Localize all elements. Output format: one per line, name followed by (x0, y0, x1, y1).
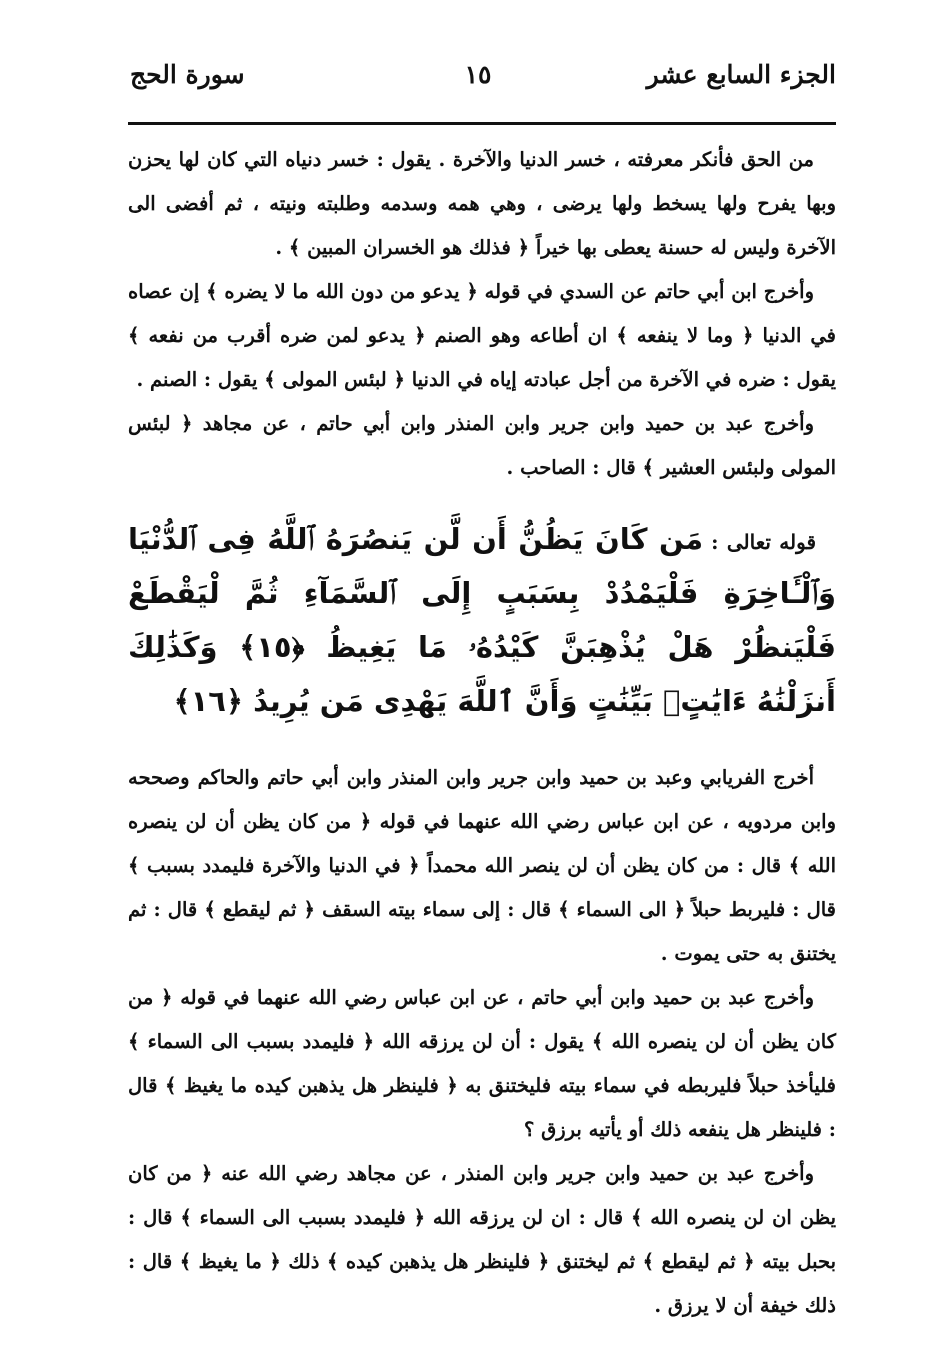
paragraph-narration-1: أخرج الفريابي وعبد بن حميد وابن جرير وابن المنذر وابن أبي حاتم والحاكم وصححه وابن مردويه ، عن ابن عباس رضي الله عنهما في قوله ﴿ من كان يظن أن لن ينصره الله ﴾ قال : من كان يظن أن لن ينصر الله محمداً ﴿ في الدنيا والآخرة فليمدد بسبب ﴾ قال : فليربط حبلاً ﴿ الى السماء ﴾ قال : إلى سماء بيته السقف ﴿ ثم ليقطع ﴾ قال : ثم يختنق به حتى يموت . (128, 766, 836, 965)
paragraph-narration-3: وأخرج عبد بن حميد وابن جرير وابن المنذر ، عن مجاهد رضي الله عنه ﴿ من كان يظن ان لن ينصره الله ﴾ قال : ان لن يرزقه الله ﴿ فليمدد بسبب الى السماء ﴾ قال : بحبل بيته ﴿ ثم ليقطع ﴾ ثم ليختنق ﴿ فلينظر هل يذهبن كيده ﴾ ذلك ﴿ ما يغيظ ﴾ قال : ذلك خيفة أن لا يرزق . (128, 1162, 836, 1317)
paragraph-narration-2: وأخرج عبد بن حميد وابن أبي حاتم ، عن ابن عباس رضي الله عنهما في قوله ﴿ من كان يظن أن لن ينصره الله ﴾ يقول : أن لن يرزقه الله ﴿ فليمدد بسبب الى السماء ﴾ فليأخذ حبلاً فليربطه في سماء بيته فليختنق به ﴿ فلينظر هل يذهبن كيده ما يغيظ ﴾ قال : فلينظر هل ينفعه ذلك أو يأتيه برزق ؟ (128, 986, 836, 1141)
part-title: الجزء السابع عشر (646, 60, 836, 89)
paragraph-commentary-1: من الحق فأنكر معرفته ، خسر الدنيا والآخرة . يقول : خسر دنياه التي كان لها يحزن وبها يفرح ولها يسخط ولها يرضى ، وهي همه وسدمه وطلبته ونيته ، ثم أفضى الى الآخرة وليس له حسنة يعطى بها خيراً ﴿ فذلك هو الخسران المبين ﴾ . (128, 148, 836, 259)
page-number: ١٥ (464, 60, 492, 89)
paragraph-commentary-3: وأخرج عبد بن حميد وابن جرير وابن المنذر وابن أبي حاتم ، عن مجاهد ﴿ لبئس المولى ولبئس العشير ﴾ قال : الصاحب . (128, 412, 836, 479)
running-header (120, 52, 836, 102)
verse-intro: قوله تعالى : (711, 530, 817, 554)
header-rule (128, 122, 836, 125)
surah-title: سورة الحج (130, 60, 245, 89)
quran-verse-text: مَن كَانَ يَظُنُّ أَن لَّن يَنصُرَهُ ٱللَّهُ فِى ٱلدُّنْيَا وَٱلْـَٔاخِرَةِ فَلْيَمْدُدْ بِسَبَبٍ إِلَى ٱلسَّمَآءِ ثُمَّ لْيَقْطَعْ فَلْيَنظُرْ هَلْ يُذْهِبَنَّ كَيْدُهُۥ مَا يَغِيظُ ﴿١٥﴾ وَكَذَٰلِكَ أَنزَلْنَٰهُ ءَايَٰتٍۭ بَيِّنَٰتٍ وَأَنَّ ٱللَّهَ يَهْدِى مَن يُرِيدُ ﴿١٦﴾ (128, 522, 836, 718)
page-body (128, 138, 836, 1328)
quran-verse-block (128, 512, 836, 728)
paragraph-commentary-2: وأخرج ابن أبي حاتم عن السدي في قوله ﴿ يدعو من دون الله ما لا يضره ﴾ إن عصاه في الدنيا ﴿ وما لا ينفعه ﴾ ان أطاعه وهو الصنم ﴿ يدعو لمن ضره أقرب من نفعه ﴾ يقول : ضره في الآخرة من أجل عبادته إياه في الدنيا ﴿ لبئس المولى ﴾ يقول : الصنم . (128, 280, 836, 391)
